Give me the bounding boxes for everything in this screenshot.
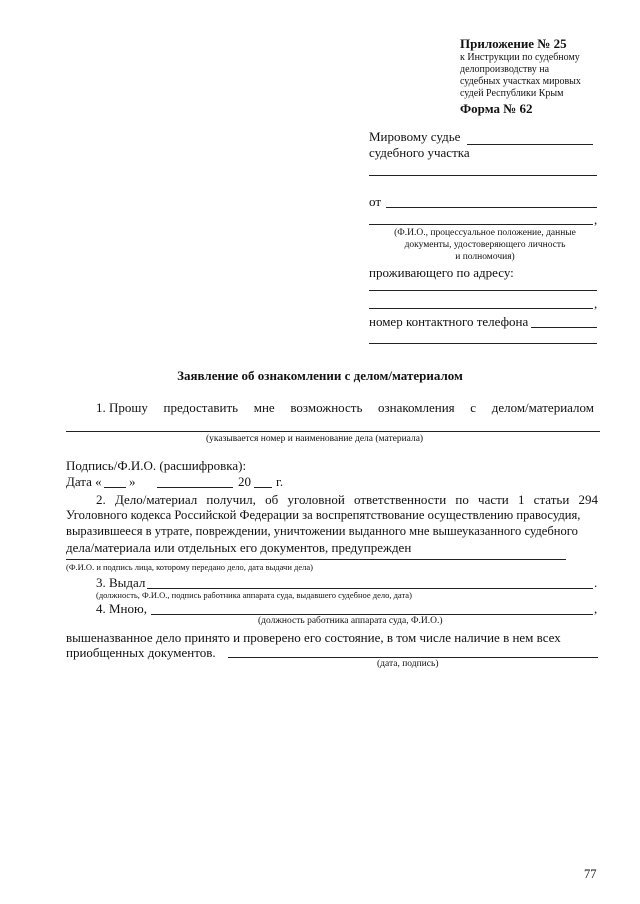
- item2-word: статьи: [533, 492, 570, 507]
- phone-line-2[interactable]: [369, 343, 597, 344]
- item1-word: мне: [253, 400, 275, 415]
- date-signature-line[interactable]: [228, 657, 598, 658]
- item2-line1: [96, 492, 598, 508]
- item2-word: 294: [578, 492, 598, 507]
- received-by-line[interactable]: [151, 614, 593, 615]
- item4-end: ,: [594, 601, 598, 616]
- day-line[interactable]: [104, 487, 126, 488]
- issued-by-line[interactable]: [147, 588, 593, 589]
- phone-label: номер контактного телефона: [369, 314, 529, 329]
- date-close: »: [129, 474, 136, 489]
- item2-word: по: [455, 492, 469, 507]
- final-hint: (дата, подпись): [377, 659, 439, 669]
- appendix-line: к Инструкции по судебному: [460, 52, 580, 63]
- item1-word: предоставить: [163, 400, 239, 415]
- item2-word: уголовной: [287, 492, 345, 507]
- case-name-line[interactable]: [66, 431, 600, 432]
- appendix-line: судебных участках мировых: [460, 76, 581, 87]
- year-line[interactable]: [254, 487, 272, 488]
- item4-hint: (должность работника аппарата суда, Ф.И.О.): [258, 616, 443, 626]
- month-line[interactable]: [157, 487, 233, 488]
- item2-line2: Уголовного кодекса Российской Федерации за воспрепятствование осуществлению правосудия,: [66, 508, 581, 522]
- form-number: Форма № 62: [460, 101, 533, 116]
- item3-hint: (должность, Ф.И.О., подпись работника аппарата суда, выдавшего судебное дело, дата): [96, 590, 412, 600]
- item1-hint: (указывается номер и наименование дела (материала): [206, 434, 424, 444]
- appendix-title: Приложение № 25: [460, 36, 567, 51]
- from-hint-2: документы, удостоверяющего личность: [404, 240, 566, 250]
- comma: ,: [594, 212, 598, 227]
- item3-label: 3. Выдал: [96, 575, 146, 590]
- from-hint-3: и полномочия): [455, 252, 515, 262]
- to-judge-label: Мировому судье: [369, 129, 461, 144]
- item1-text: [96, 400, 594, 416]
- comma: ,: [594, 296, 598, 311]
- signature-label: Подпись/Ф.И.О. (расшифровка):: [66, 458, 247, 473]
- item2-word: 1: [517, 492, 525, 507]
- item2-word: 2.: [96, 492, 106, 507]
- document-title: Заявление об ознакомлении с делом/материалом: [177, 368, 463, 383]
- item2-word: части: [478, 492, 509, 507]
- phone-line[interactable]: [531, 327, 597, 328]
- item4-label: 4. Мною,: [96, 601, 147, 616]
- item1-word: 1. Прошу: [96, 400, 148, 415]
- from-hint-1: (Ф.И.О., процессуальное положение, данные: [394, 228, 576, 238]
- from-label: от: [369, 194, 382, 209]
- item2-word: об: [265, 492, 279, 507]
- item1-word: делом/материалом: [491, 400, 594, 415]
- court-section-line[interactable]: [369, 175, 597, 176]
- from-line[interactable]: [386, 207, 597, 208]
- year-prefix: 20: [238, 474, 251, 489]
- court-section-label: судебного участка: [369, 145, 470, 160]
- address-line-1[interactable]: [369, 290, 597, 291]
- from-line-2[interactable]: [369, 224, 593, 225]
- item1-word: с: [470, 400, 477, 415]
- page-number: 77: [584, 867, 597, 881]
- item3-end: .: [594, 575, 598, 590]
- recipient-line[interactable]: [66, 559, 566, 560]
- item2-line4: дела/материала или отдельных его документов, предупрежден: [66, 540, 412, 555]
- item1-word: ознакомления: [378, 400, 455, 415]
- date-label: Дата «: [66, 474, 102, 489]
- item4-text1: вышеназванное дело принято и проверено его состояние, в том числе наличие в нем всех: [66, 630, 561, 645]
- item2-line3: выразившееся в утрате, повреждении, уничтожении выданного мне вышеуказанного судебного: [66, 524, 578, 538]
- appendix-line: судей Республики Крым: [460, 88, 564, 99]
- item1-word: возможность: [290, 400, 363, 415]
- item2-word: ответственности: [354, 492, 447, 507]
- item4-text2: приобщенных документов.: [66, 645, 216, 660]
- address-line-2[interactable]: [369, 308, 593, 309]
- judge-name-line[interactable]: [467, 144, 593, 145]
- item2-word: Дело/материал: [114, 492, 198, 507]
- residing-label: проживающего по адресу:: [369, 265, 514, 280]
- item2-hint: (Ф.И.О. и подпись лица, которому передано дело, дата выдачи дела): [66, 562, 313, 572]
- appendix-line: делопроизводству на: [460, 64, 550, 75]
- year-suffix: г.: [276, 474, 284, 489]
- item2-word: получил,: [206, 492, 256, 507]
